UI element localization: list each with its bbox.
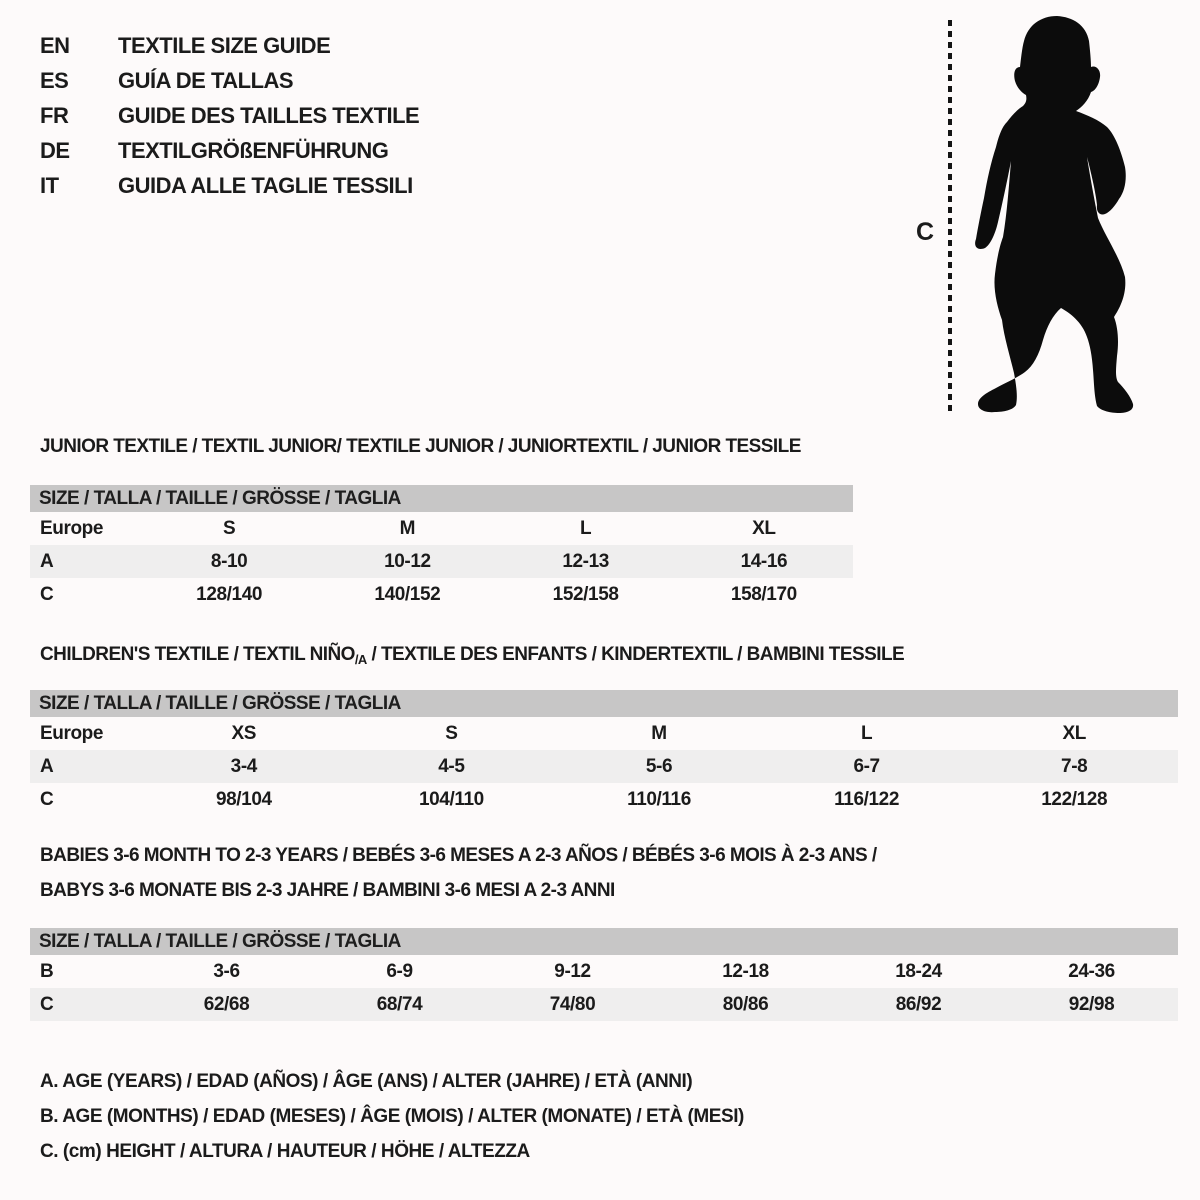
size-value-cell: M (399, 517, 416, 539)
size-value-cell: 98/104 (215, 788, 272, 810)
language-code: FR (40, 102, 69, 128)
babies-table-grid (30, 955, 1178, 1021)
table-row (30, 545, 853, 578)
size-value-cell: 4-5 (438, 755, 465, 777)
size-value-cell: 92/98 (1068, 993, 1115, 1015)
legend-line: C. (cm) HEIGHT / ALTURA / HAUTEUR / HÖHE / ALTEZZA (40, 1140, 530, 1162)
legend-line: B. AGE (MONTHS) / EDAD (MESES) / ÂGE (MOIS) / ALTER (MONATE) / ETÀ (MESI) (40, 1105, 744, 1127)
size-value-cell: 12-13 (562, 550, 609, 572)
babies-section-title-line1: BABIES 3-6 MONTH TO 2-3 YEARS / BEBÉS 3-6 MESES A 2-3 AÑOS / BÉBÉS 3-6 MOIS À 2-3 ANS / (40, 845, 877, 866)
size-value-cell: S (445, 722, 458, 744)
row-label: C (40, 788, 54, 810)
toddler-silhouette-path (975, 16, 1133, 413)
size-value-cell: 3-4 (230, 755, 257, 777)
size-value-cell: 128/140 (196, 583, 263, 605)
babies-section-title-line2: BABYS 3-6 MONATE BIS 2-3 JAHRE / BAMBINI 3-6 MESI A 2-3 ANNI (40, 880, 615, 901)
size-value-cell: 80/86 (722, 993, 769, 1015)
size-value-cell: 10-12 (384, 550, 431, 572)
row-label: A (40, 755, 54, 777)
size-value-cell: 6-7 (853, 755, 880, 777)
row-label: C (40, 583, 54, 605)
language-title: TEXTILE SIZE GUIDE (118, 32, 331, 58)
language-row (40, 133, 419, 168)
size-value-cell: 110/116 (627, 788, 691, 810)
table-row (30, 783, 1178, 816)
size-value-cell: 152/158 (552, 583, 619, 605)
junior-table-grid (30, 512, 853, 611)
children-title-after: / TEXTILE DES ENFANTS / KINDERTEXTIL / BAMBINI TESSILE (366, 644, 905, 665)
size-header-bar: SIZE / TALLA / TAILLE / GRÖSSE / TAGLIA (30, 485, 853, 512)
size-value-cell: 74/80 (549, 993, 596, 1015)
size-value-cell: 122/128 (1041, 788, 1108, 810)
row-label: Europe (40, 722, 104, 744)
size-value-cell: 140/152 (374, 583, 441, 605)
size-value-cell: 62/68 (203, 993, 250, 1015)
size-value-cell: 68/74 (376, 993, 423, 1015)
size-value-cell: S (222, 517, 236, 539)
size-value-cell: XL (1062, 722, 1086, 744)
row-label: B (40, 960, 54, 982)
junior-section-title: JUNIOR TEXTILE / TEXTIL JUNIOR/ TEXTILE JUNIOR / JUNIORTEXTIL / JUNIOR TESSILE (40, 436, 801, 457)
language-row (40, 28, 419, 63)
size-value-cell: 7-8 (1061, 755, 1088, 777)
language-title: GUIDA ALLE TAGLIE TESSILI (118, 172, 413, 198)
size-value-cell: 86/92 (895, 993, 942, 1015)
size-value-cell: M (651, 722, 667, 744)
table-row (30, 988, 1178, 1021)
legend-line: A. AGE (YEARS) / EDAD (AÑOS) / ÂGE (ANS) / ALTER (JAHRE) / ETÀ (ANNI) (40, 1070, 693, 1092)
children-table-grid (30, 717, 1178, 816)
size-value-cell: 5-6 (645, 755, 673, 777)
size-value-cell: L (580, 517, 592, 539)
language-title: GUIDE DES TAILLES TEXTILE (118, 102, 420, 128)
size-value-cell: 3-6 (213, 960, 240, 982)
size-value-cell: 14-16 (740, 550, 788, 572)
size-header-bar: SIZE / TALLA / TAILLE / GRÖSSE / TAGLIA (30, 690, 1178, 717)
size-value-cell: 116/122 (834, 788, 899, 810)
size-value-cell: XL (752, 517, 776, 539)
table-row (30, 512, 853, 545)
children-title-sub: /A (354, 652, 367, 667)
language-code: EN (40, 32, 70, 58)
row-label: A (40, 550, 54, 572)
language-list (40, 28, 419, 203)
language-title: TEXTILGRÖßENFÜHRUNG (118, 137, 389, 163)
row-label: C (40, 993, 54, 1015)
children-title-before: CHILDREN'S TEXTILE / TEXTIL NIÑO (40, 644, 355, 665)
size-value-cell: 9-12 (554, 960, 591, 982)
table-row (30, 750, 1178, 783)
toddler-silhouette-icon (945, 16, 1145, 420)
size-value-cell: 104/110 (418, 788, 484, 810)
size-value-cell: 8-10 (210, 550, 248, 572)
row-label: Europe (40, 517, 104, 539)
size-value-cell: 12-18 (722, 960, 769, 982)
size-value-cell: 24-36 (1068, 960, 1115, 982)
size-value-cell: L (860, 722, 873, 744)
table-row (30, 717, 1178, 750)
language-code: ES (40, 67, 69, 93)
children-size-table (30, 690, 1178, 816)
legend (40, 1064, 744, 1169)
language-row (40, 168, 419, 203)
size-value-cell: 158/170 (730, 583, 797, 605)
table-row (30, 578, 853, 611)
children-section-title (40, 644, 904, 667)
language-code: IT (40, 172, 59, 198)
size-value-cell: XS (231, 722, 257, 744)
height-measure-label: C (916, 218, 935, 246)
language-code: DE (40, 137, 70, 163)
size-value-cell: 6-9 (386, 960, 413, 982)
language-row (40, 98, 419, 133)
size-header-bar: SIZE / TALLA / TAILLE / GRÖSSE / TAGLIA (30, 928, 1178, 955)
language-row (40, 63, 419, 98)
junior-size-table (30, 485, 853, 611)
language-title: GUÍA DE TALLAS (118, 67, 294, 93)
size-value-cell: 18-24 (895, 960, 942, 982)
babies-size-table (30, 928, 1178, 1021)
table-row (30, 955, 1178, 988)
